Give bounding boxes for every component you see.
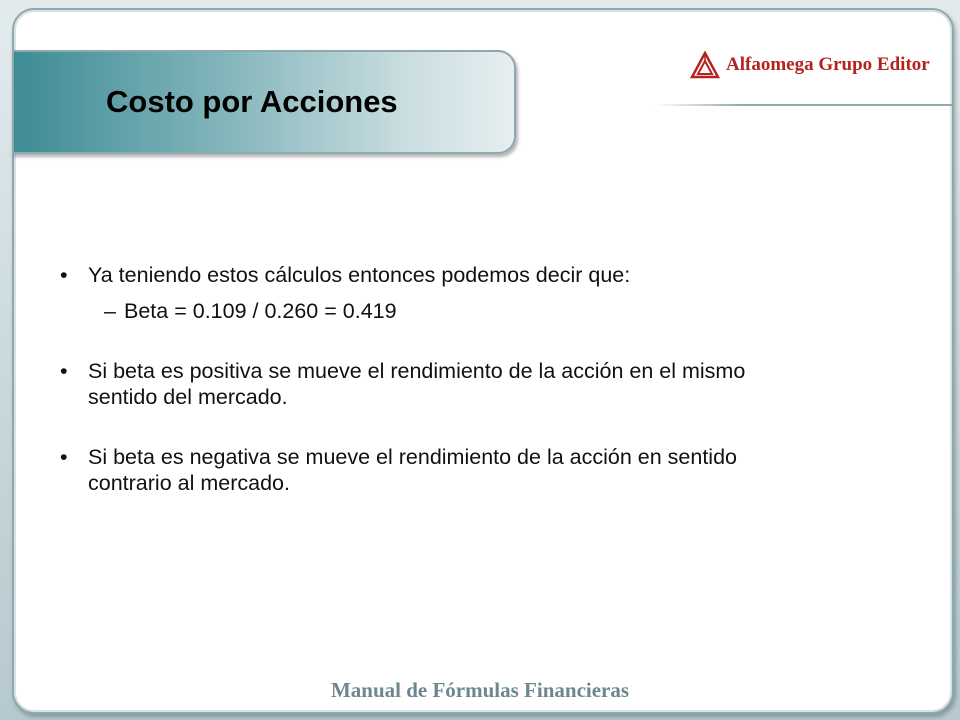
title-tab [12,50,516,154]
bullet-icon: • [60,445,68,469]
bullet-item [60,358,920,410]
sub-bullet-item [60,298,920,324]
slide-footer: Manual de Fórmulas Financieras [330,678,630,702]
alfaomega-triangle-icon [690,51,720,79]
bullet-icon: • [60,263,68,287]
slide-body [60,262,920,496]
dash-icon: – [104,299,116,323]
header-divider [654,104,954,106]
publisher-name: Alfaomega Grupo Editor [726,54,930,75]
publisher-logo [690,50,930,80]
bullet-text-line: sentido del mercado. [88,385,288,409]
bullet-item [60,262,920,288]
sub-bullet-text: Beta = 0.109 / 0.260 = 0.419 [124,299,397,323]
bullet-text-line: Si beta es negativa se mueve el rendimiento de la acción en sentido [88,445,737,469]
bullet-item [60,444,920,496]
bullet-text-line: contrario al mercado. [88,471,290,495]
slide-title: Costo por Acciones [106,84,398,119]
bullet-text: Ya teniendo estos cálculos entonces podemos decir que: [88,263,631,287]
bullet-text-line: Si beta es positiva se mueve el rendimiento de la acción en el mismo [88,359,746,383]
bullet-icon: • [60,359,68,383]
